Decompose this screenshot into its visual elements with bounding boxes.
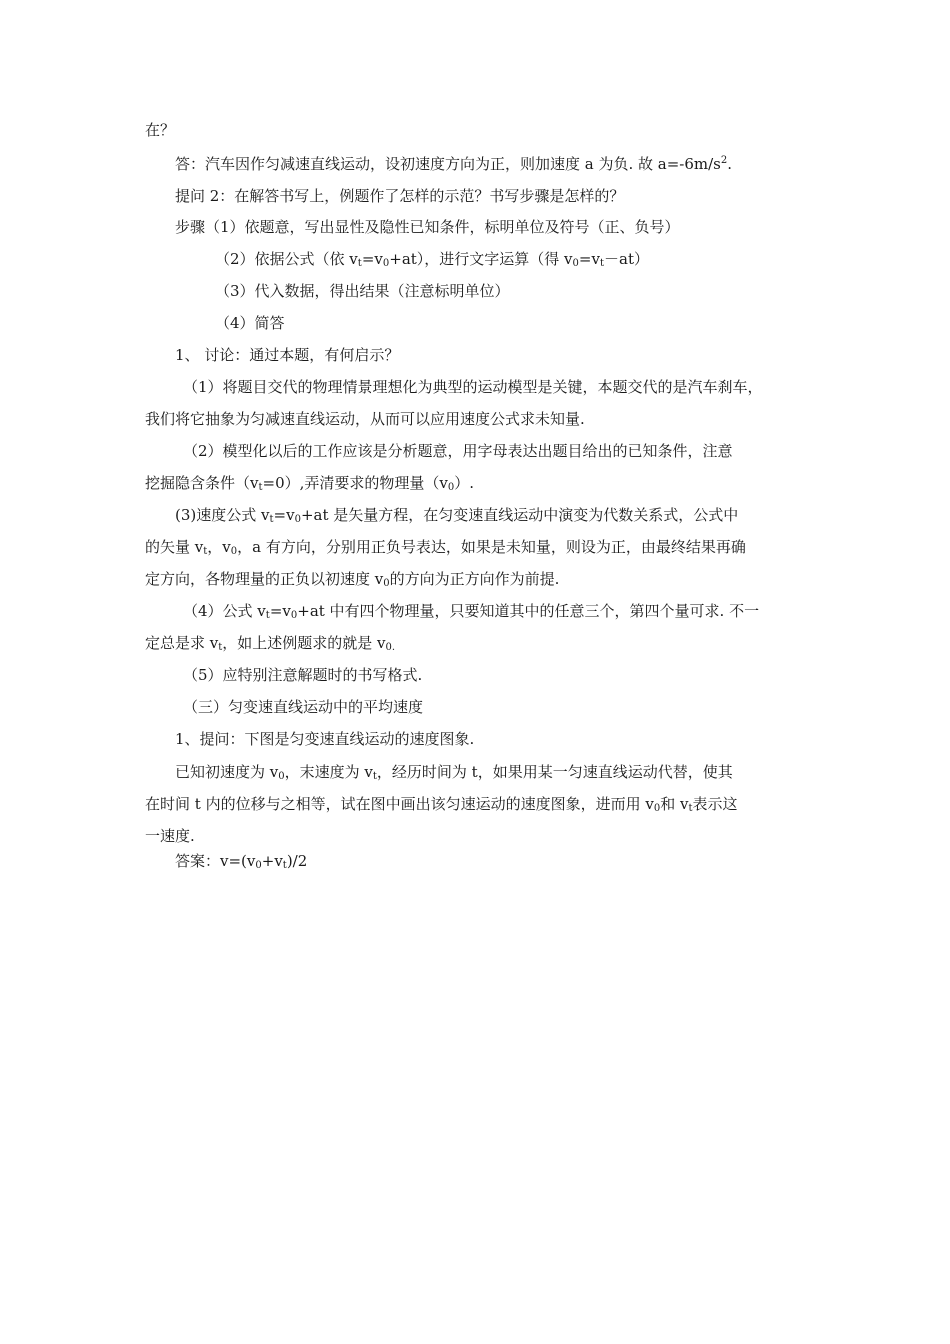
section-heading: （三）匀变速直线运动中的平均速度 [183, 698, 424, 716]
step-1-line: 步骤（1）依题意，写出显性及隐性已知条件，标明单位及符号（正、负号） [175, 218, 680, 236]
answer-line: 答：汽车因作匀减速直线运动，设初速度方向为正，则加速度 a 为负. 故 $a=-6m/s^2$. [175, 155, 733, 173]
point-5-line: （5）应特别注意解题时的书写格式. [183, 666, 423, 684]
text-line: 在？ [145, 121, 176, 139]
point-4-line-cont: 定总是求 $v_t$，如上述例题求的就是 $v_{0.}$ [145, 634, 396, 653]
problem-line-cont: 一速度. [145, 827, 195, 845]
step-3-line: （3）代入数据，得出结果（注意标明单位） [215, 282, 510, 300]
discussion-heading: 1、 讨论：通过本题，有何启示？ [175, 346, 400, 364]
problem-line: 已知初速度为 $v_0$，末速度为 $v_t$，经历时间为 t，如果用某一匀速直线运动代替，使其 [175, 763, 733, 782]
question-2-line: 提问 2：在解答书写上，例题作了怎样的示范？书写步骤是怎样的？ [175, 187, 625, 205]
point-3-line-cont: 定方向，各物理量的正负以初速度 $v_0$的方向为正方向作为前提. [145, 570, 560, 589]
problem-line-cont: 在时间 t 内的位移与之相等，试在图中画出该匀速运动的速度图象，进而用 $v_0$和 $v_t$表示这 [145, 795, 738, 814]
point-3-line: (3)速度公式 $v_t=v_0+at$ 是矢量方程，在匀变速直线运动中演变为代数关系式，公式中 [175, 506, 739, 525]
question-line: 1、提问：下图是匀变速直线运动的速度图象. [175, 730, 475, 748]
point-4-line: （4）公式 $v_t=v_0+at$ 中有四个物理量，只要知道其中的任意三个，第四个量可求. 不一 [183, 602, 760, 621]
step-4-line: （4）简答 [215, 314, 285, 332]
point-3-line-cont: 的矢量 $v_t$，$v_0$，a 有方向，分别用正负号表达，如果是未知量，则设为正，由最终结果再确 [145, 538, 746, 557]
step-2-line: （2）依据公式（依 $v_t=v_0+at$），进行文字运算（得 $v_0=v_t-at$） [215, 250, 649, 269]
final-answer-line: 答案：$v=(v_0+v_t)/2$ [175, 852, 308, 871]
point-2-line-cont: 挖掘隐含条件$(v_t=0)$,弄清要求的物理量$(v_0)$. [145, 474, 475, 493]
point-2-line: （2）模型化以后的工作应该是分析题意，用字母表达出题目给出的已知条件，注意 [183, 442, 733, 460]
point-1-line: （1）将题目交代的物理情景理想化为典型的运动模型是关键，本题交代的是汽车刹车， [183, 378, 763, 396]
point-1-line-cont: 我们将它抽象为匀减速直线运动，从而可以应用速度公式求未知量. [145, 410, 585, 428]
